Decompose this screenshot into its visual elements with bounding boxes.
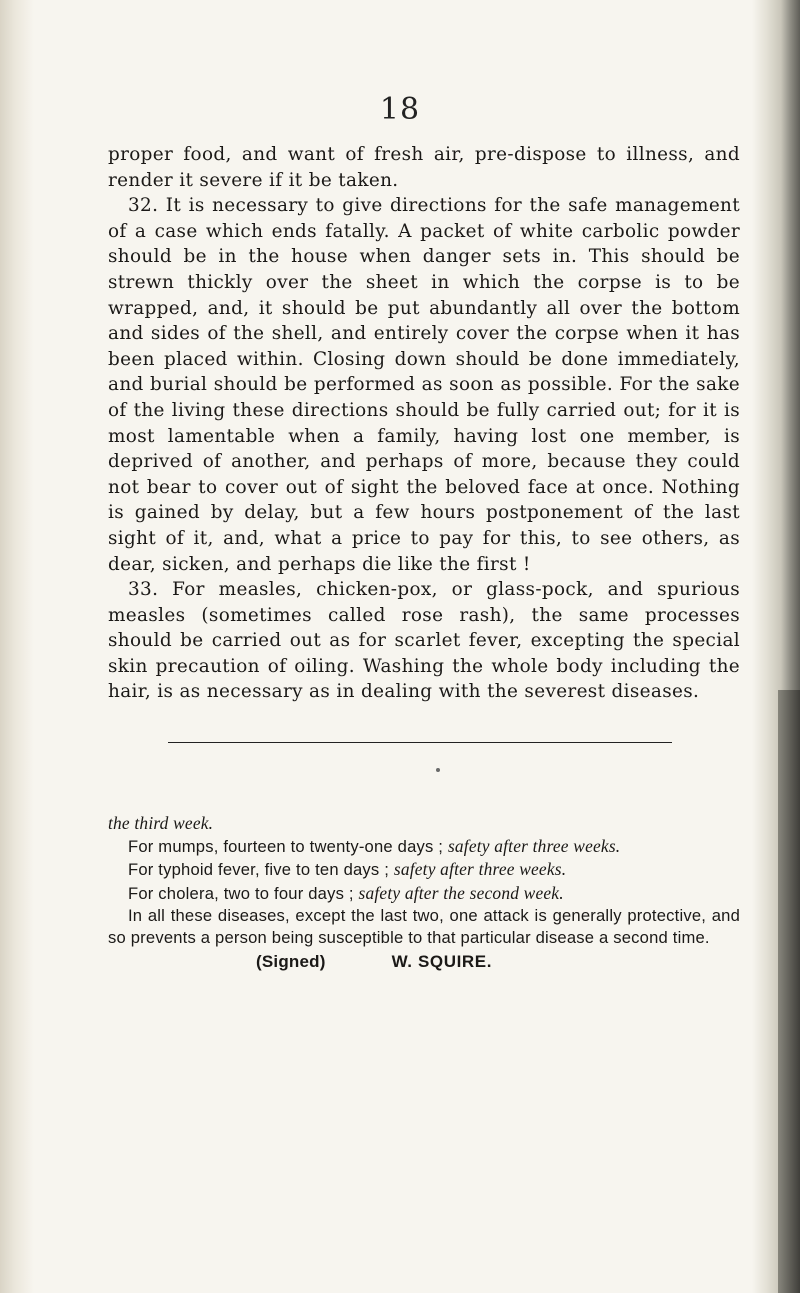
typhoid-text: For typhoid fever, five to ten days ; bbox=[128, 860, 390, 880]
paragraph-32: 32. It is necessary to give directions for the safe management of a case which ends fatally. A packet of white carbolic powder should be in the house when danger sets in. This should be strewn thickly over the sheet in which the corpse is to be wrapped, and, it should be put abundantly all over the bottom and sides of the shell, and entirely cover the corpse when it has been placed within. Closing down should be done immediately, and burial should be performed as soon as possible. For the sake of the living these directions should be fully carried out; for it is most lamentable when a family, having lost one member, is deprived of another, and perhaps of more, because they could not bear to cover out of sight the beloved face at once. Nothing is gained by delay, but a few hours postponement of the last sight of it, and, what a price to pay for this, to see others, as dear, sicken, and perhaps die like the first ! bbox=[108, 195, 740, 575]
main-body-text bbox=[108, 142, 740, 705]
footnote-mumps bbox=[108, 835, 740, 858]
footnote-cholera bbox=[108, 882, 740, 905]
cholera-safety: safety after the second week. bbox=[358, 882, 564, 903]
page-binding-shadow bbox=[0, 0, 34, 1293]
separator-dot bbox=[436, 768, 440, 772]
footnote-block bbox=[108, 812, 740, 973]
footnote-typhoid bbox=[108, 858, 740, 881]
page-number: 18 bbox=[379, 92, 421, 127]
footnote-line-third-week bbox=[108, 812, 740, 835]
signed-label: (Signed) bbox=[256, 952, 326, 972]
paragraph-continuation: proper food, and want of fresh air, pre-dispose to illness, and render it severe if it be taken. bbox=[108, 144, 740, 191]
footnote-separator-rule bbox=[168, 742, 672, 743]
footnote-italic-third-week: the third week. bbox=[108, 813, 214, 833]
footnote-general: In all these diseases, except the last two, one attack is generally protective, and so prevents a person being susceptible to that particular disease a second time. bbox=[108, 905, 740, 948]
cholera-text: For cholera, two to four days ; bbox=[128, 883, 354, 903]
typhoid-safety: safety after three weeks. bbox=[393, 859, 567, 880]
signer-name: W. SQUIRE. bbox=[391, 952, 493, 972]
paragraph-33: 33. For measles, chicken-pox, or glass-pock, and spurious measles (sometimes called rose rash), the same processes should be carried out as for scarlet fever, excepting the special skin precaution of oiling. Washing the whole body including the hair, is as necessary as in dealing with the severest diseases. bbox=[108, 579, 740, 703]
page-edge-dark bbox=[778, 690, 800, 1293]
mumps-text: For mumps, fourteen to twenty-one days ; bbox=[128, 837, 444, 857]
signature-line bbox=[108, 951, 740, 973]
mumps-safety: safety after three weeks. bbox=[447, 836, 621, 857]
